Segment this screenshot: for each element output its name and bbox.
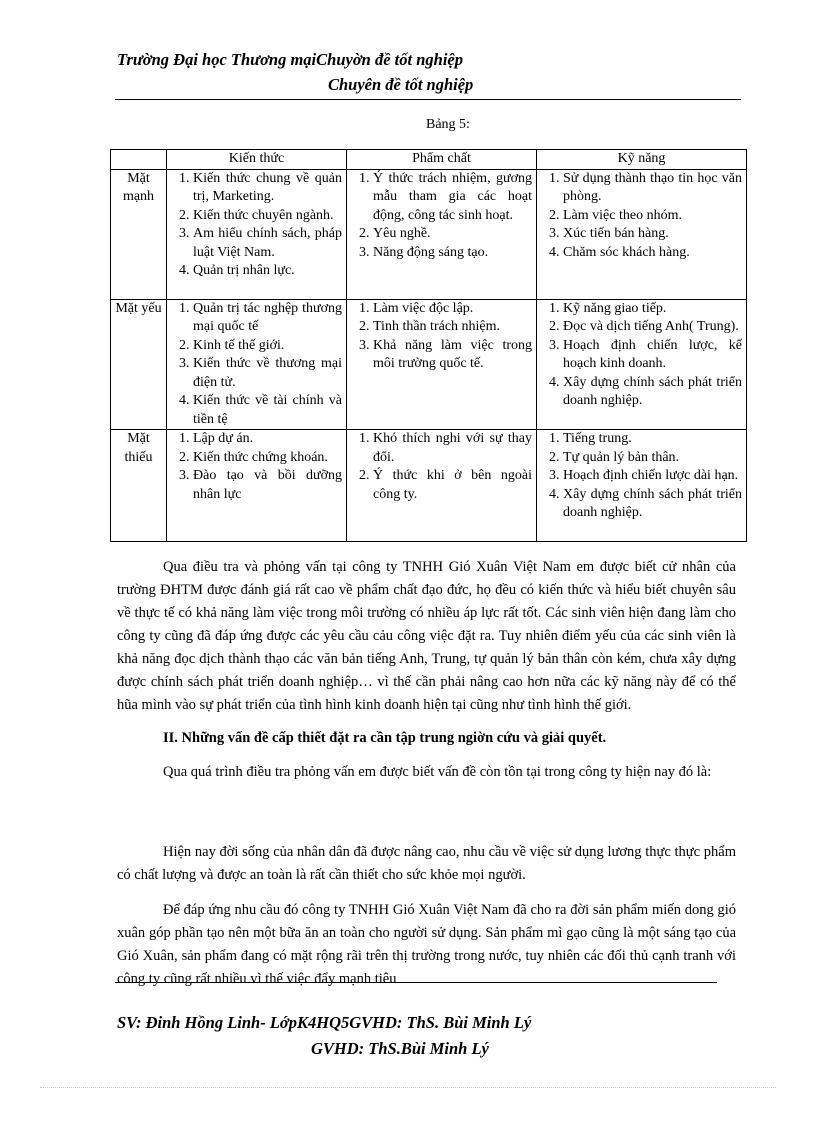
list-item: 1. Sử dụng thành thạo tin học văn phòng. (563, 170, 742, 207)
list-item: 3. Năng động sáng tạo. (373, 244, 532, 263)
paragraph: Hiện nay đời sống của nhân dân đã được nâng cao, nhu cầu về việc sử dụng lương thực thực phẩm có chất lượng và được an toàn là rất cần thiết cho sức khỏe mọi người. (117, 844, 736, 883)
table-cell (537, 430, 747, 542)
paragraph: Qua quá trình điều tra phỏng vấn em được biết vấn đề còn tồn tại trong công ty hiện nay đó là: (163, 764, 712, 780)
list-item: 4. Chăm sóc khách hàng. (563, 244, 742, 263)
list-item: 2. Yêu nghề. (373, 225, 532, 244)
table-cell (167, 430, 347, 542)
column-header: Kiến thức (167, 150, 347, 170)
header-divider (115, 99, 741, 100)
footer-divider (115, 982, 717, 983)
column-header: Phẩm chất (347, 150, 537, 170)
footer-student-line: SV: Đinh Hồng Linh- LớpK4HQ5GVHD: ThS. Bùi Minh Lý (117, 1013, 532, 1032)
list-item: 3. Hoạch định chiến lược dài hạn. (563, 467, 742, 486)
list-item: 1. Ý thức trách nhiệm, gương mẫu tham gia các hoạt động, công tác sinh hoạt. (373, 170, 532, 226)
list-item: 4. Xây dựng chính sách phát triển doanh nghiệp. (563, 374, 742, 411)
list-item: 3. Xúc tiến bán hàng. (563, 225, 742, 244)
list-item: 1. Làm việc độc lập. (373, 300, 532, 319)
list-item: 2. Kinh tế thế giới. (193, 337, 342, 356)
table-row (111, 430, 747, 542)
column-header (111, 150, 167, 170)
table-cell (167, 299, 347, 430)
list-item: 1. Quản trị tác nghệp thương mại quốc tế (193, 300, 342, 337)
column-header: Kỹ năng (537, 150, 747, 170)
table-header-row (111, 150, 747, 170)
table-row (111, 299, 747, 430)
list-item: 1. Lập dự án. (193, 430, 342, 449)
table-cell (347, 430, 537, 542)
table-cell (347, 169, 537, 299)
table-cell (167, 169, 347, 299)
list-item: 4. Quản trị nhân lực. (193, 262, 342, 281)
list-item: 2. Làm việc theo nhóm. (563, 207, 742, 226)
table-cell (347, 299, 537, 430)
page-edge (40, 1087, 776, 1088)
assessment-table (110, 149, 747, 542)
list-item: 1. Kiến thức chung về quản trị, Marketing. (193, 170, 342, 207)
list-item: 2. Tinh thần trách nhiệm. (373, 318, 532, 337)
paragraph: Qua điều tra và phỏng vấn tại công ty TNHH Gió Xuân Việt Nam em được biết cử nhân của trường ĐHTM được đánh giá rất cao về phẩm chất đạo đức, họ đều có kiến thức và hiểu biết chuyên sâu về thực tế có khả năng làm việc trong môi trường có nhiều áp lực rất tốt. Các sinh viên hiện đang làm cho công ty cũng đã đáp ứng được các yêu cầu cảu công việc đặt ra. Tuy nhiên điểm yếu của các sinh viên là khả năng đọc dịch thành thạo các văn bản tiếng Anh, Trung, tự quản lý bản thân còn kém, chưa xây dựng được chính sách phát triển doanh nghiệp… vì thế cần phải nâng cao hơn nữa các kỹ năng này để có thể hũa mình vào sự phát triển của tình hình kinh doanh hiện tại cũng như tình hình thế giới. (117, 559, 736, 713)
paragraph: Để đáp ứng nhu cầu đó công ty TNHH Gió Xuân Việt Nam đã cho ra đời sản phẩm miến dong gió xuân góp phần tạo nên một bữa ăn an toàn cho người sử dụng. Sản phẩm mì gạo cũng là một sáng tạo của Gió Xuân, sản phẩm đang có mặt rộng rãi trên thị trường trong nước, tuy nhiên các đối thủ cạnh tranh với công ty cũng rất nhiều vì thế việc đẩy mạnh tiêu (117, 902, 736, 987)
list-item: 2. Tự quản lý bản thân. (563, 449, 742, 468)
footer-advisor-line: GVHD: ThS.Bùi Minh Lý (311, 1039, 489, 1058)
row-label: Mặt thiếu (111, 430, 167, 542)
row-label: Mặt mạnh (111, 169, 167, 299)
section-heading-text: II. Những vấn đề cấp thiết đặt ra cần tập trung ngiờn cứu và giải quyết (163, 730, 603, 746)
list-item: 4. Kiến thức về tài chính và tiền tệ (193, 392, 342, 429)
list-item: 1. Tiếng trung. (563, 430, 742, 449)
table-row (111, 169, 747, 299)
row-label: Mặt yếu (111, 299, 167, 430)
list-item: 3. Hoạch định chiến lược, kế hoạch kinh doanh. (563, 337, 742, 374)
header-document-title: Chuyên đề tốt nghiệp (328, 75, 474, 94)
section-heading: II. Những vấn đề cấp thiết đặt ra cần tập trung ngiờn cứu và giải quyết. (163, 730, 607, 746)
list-item: 2. Đọc và dịch tiếng Anh( Trung). (563, 318, 742, 337)
header-school-title: Trường Đại học Thương mạiChuyờn đề tốt nghiệp (117, 50, 463, 69)
list-item: 3. Khả năng làm việc trong môi trường quốc tế. (373, 337, 532, 374)
list-item: 2. Ý thức khi ở bên ngoài công ty. (373, 467, 532, 504)
table-caption: Bảng 5: (426, 117, 470, 132)
list-item: 2. Kiến thức chuyên ngành. (193, 207, 342, 226)
list-item: 3. Kiến thức về thương mại điện tử. (193, 355, 342, 392)
list-item: 2. Kiến thức chứng khoán. (193, 449, 342, 468)
list-item: 3. Đào tạo và bồi dưỡng nhân lực (193, 467, 342, 504)
list-item: 3. Am hiểu chính sách, pháp luật Việt Nam. (193, 225, 342, 262)
list-item: 4. Xây dựng chính sách phát triển doanh nghiệp. (563, 486, 742, 523)
list-item: 1. Kỹ năng giao tiếp. (563, 300, 742, 319)
list-item: 1. Khó thích nghi với sự thay đổi. (373, 430, 532, 467)
table-cell (537, 299, 747, 430)
table-cell (537, 169, 747, 299)
